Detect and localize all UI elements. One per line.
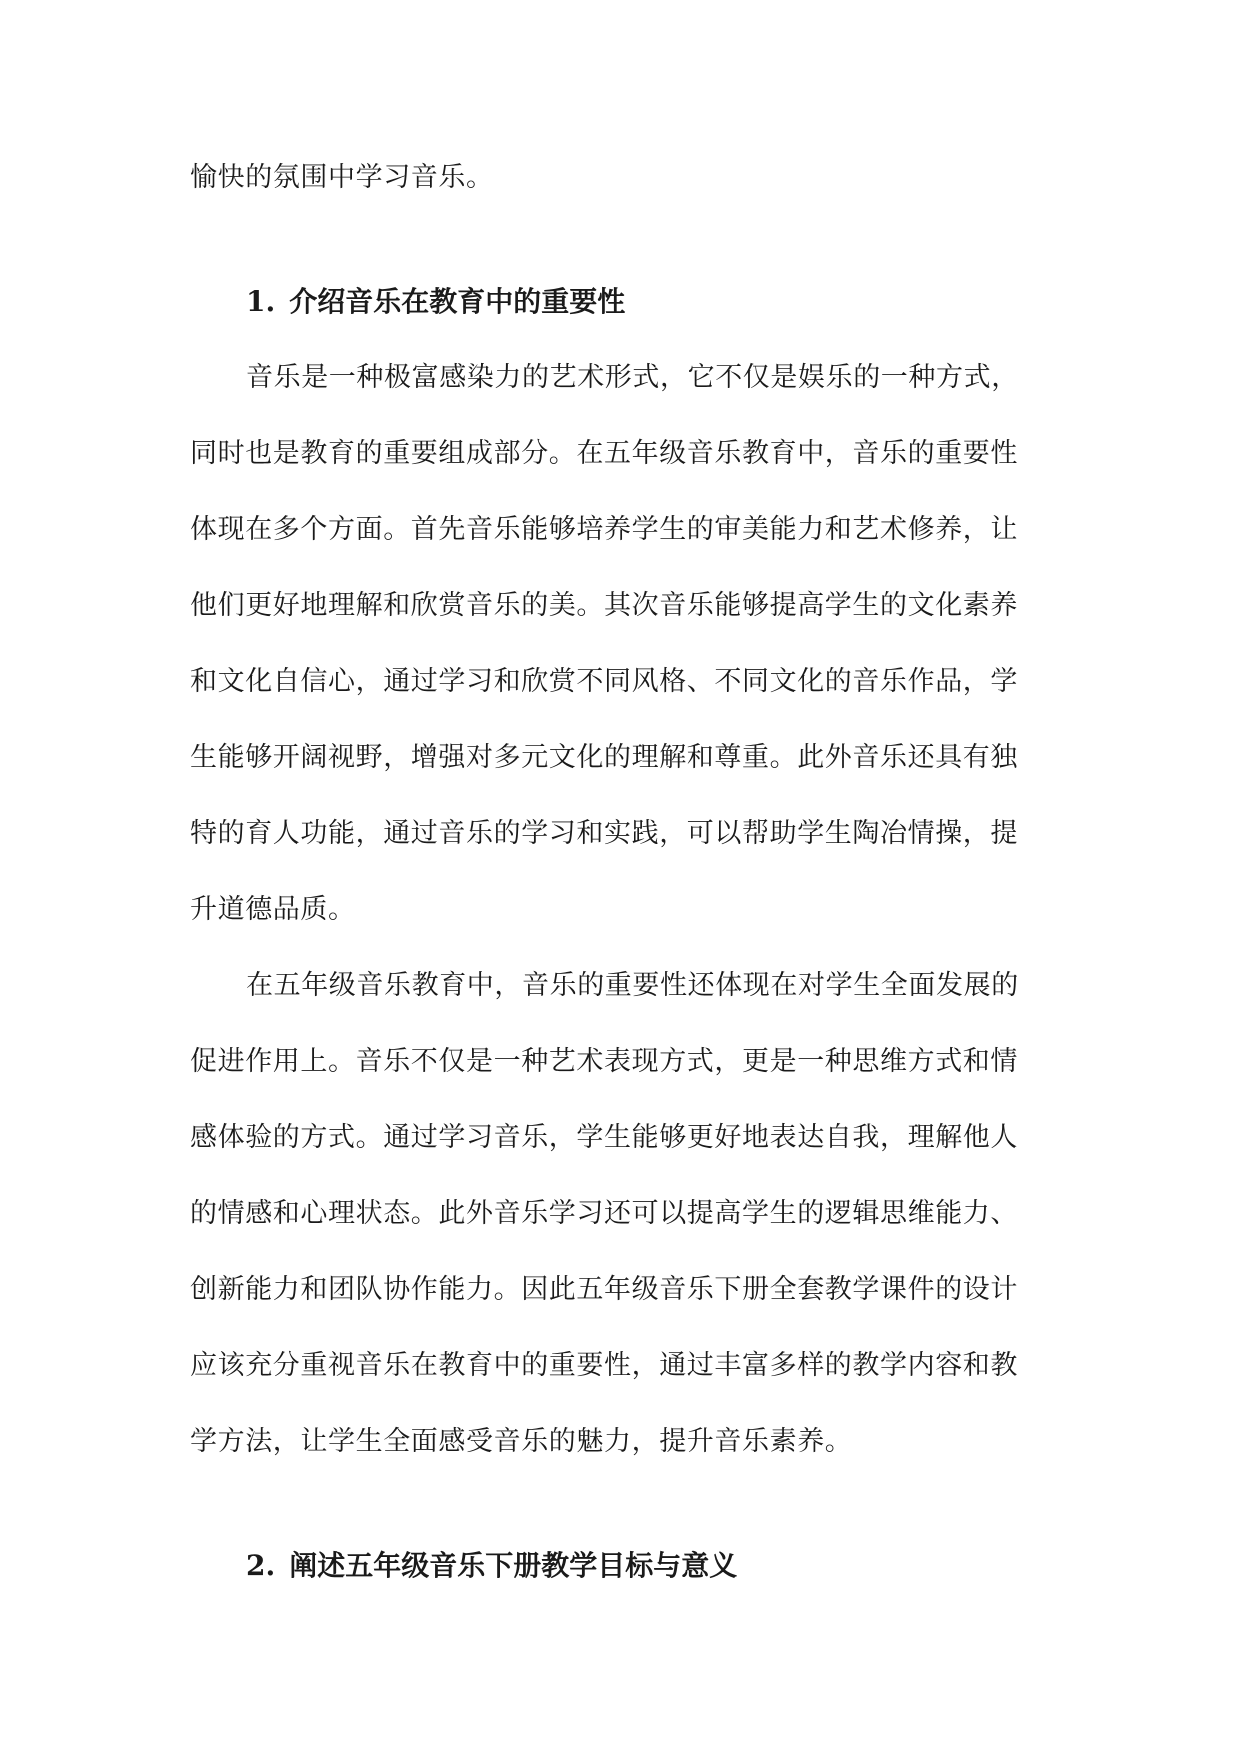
paragraph-line: 体现在多个方面。首先音乐能够培养学生的审美能力和艺术修养，让 [190,514,1018,545]
section-heading-2 [190,1528,1060,1604]
paragraph-line: 音乐是一种极富感染力的艺术形式，它不仅是娱乐的一种方式， [246,362,1019,393]
paragraph-2 [190,948,1060,1480]
paragraph-line: 应该充分重视音乐在教育中的重要性，通过丰富多样的教学内容和教 [190,1350,1018,1381]
document-body [190,140,1060,1604]
spacer [190,216,1060,264]
spacer [190,1480,1060,1528]
paragraph-line: 学方法，让学生全面感受音乐的魅力，提升音乐素养。 [190,1426,853,1457]
section-heading-1 [190,264,1060,340]
paragraph-line: 愉快的氛围中学习音乐。 [190,162,494,193]
paragraph-line: 生能够开阔视野，增强对多元文化的理解和尊重。此外音乐还具有独 [190,742,1018,773]
paragraph-line: 感体验的方式。通过学习音乐，学生能够更好地表达自我，理解他人 [190,1122,1018,1153]
paragraph-line: 特的育人功能，通过音乐的学习和实践，可以帮助学生陶冶情操，提 [190,818,1018,849]
section-number: 2. [246,1549,276,1582]
paragraph-line: 在五年级音乐教育中，音乐的重要性还体现在对学生全面发展的 [246,970,1019,1001]
section-title: 介绍音乐在教育中的重要性 [289,285,626,318]
paragraph-line: 创新能力和团队协作能力。因此五年级音乐下册全套教学课件的设计 [190,1274,1018,1305]
paragraph-line: 和文化自信心，通过学习和欣赏不同风格、不同文化的音乐作品，学 [190,666,1018,697]
paragraph-line: 同时也是教育的重要组成部分。在五年级音乐教育中，音乐的重要性 [190,438,1018,469]
paragraph-line: 促进作用上。音乐不仅是一种艺术表现方式，更是一种思维方式和情 [190,1046,1018,1077]
section-number: 1. [246,285,276,318]
paragraph-line: 的情感和心理状态。此外音乐学习还可以提高学生的逻辑思维能力、 [190,1198,1018,1229]
paragraph-line: 升道德品质。 [190,894,356,925]
paragraph-1 [190,340,1060,948]
section-title: 阐述五年级音乐下册教学目标与意义 [289,1549,738,1582]
paragraph-line: 他们更好地理解和欣赏音乐的美。其次音乐能够提高学生的文化素养 [190,590,1018,621]
